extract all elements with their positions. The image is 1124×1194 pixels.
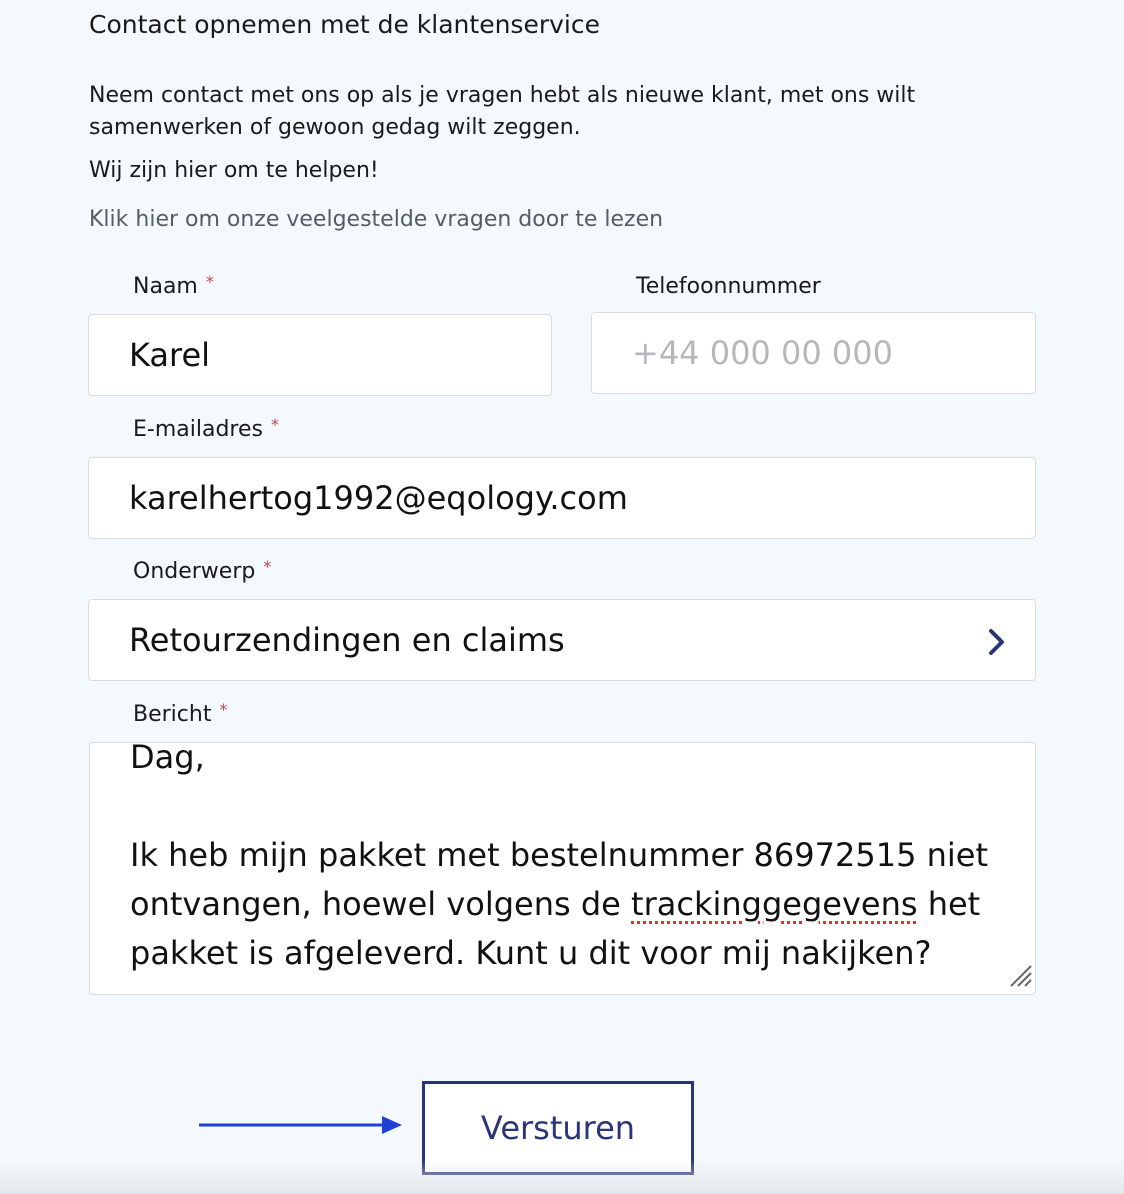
name-label-text: Naam (133, 274, 198, 299)
email-label (133, 417, 279, 442)
message-body-end: het pakket is afgeleverd. Kunt u dit voor mij nakijken? (130, 885, 991, 972)
required-mark: * (219, 700, 228, 719)
message-textarea[interactable] (89, 742, 1036, 995)
phone-label-text: Telefoonnummer (636, 274, 821, 299)
chevron-right-icon (987, 626, 1007, 664)
message-label (133, 702, 227, 727)
subject-select[interactable] (88, 599, 1036, 681)
misspelled-word: trackinggegevens (631, 885, 918, 923)
subject-label (133, 559, 271, 584)
annotation-arrow-icon (198, 1112, 404, 1142)
email-input[interactable] (88, 457, 1036, 539)
faq-link[interactable]: Klik hier om onze veelgestelde vragen door te lezen (89, 207, 664, 232)
submit-button[interactable]: Versturen (422, 1081, 694, 1175)
resize-handle-icon[interactable] (1007, 962, 1033, 992)
name-label (133, 274, 214, 299)
phone-input-placeholder: +44 000 00 000 (632, 334, 893, 372)
name-input-value: Karel (129, 336, 211, 374)
phone-input[interactable] (591, 312, 1036, 394)
subject-select-value: Retourzendingen en claims (129, 621, 565, 659)
page-title: Contact opnemen met de klantenservice (89, 10, 600, 39)
message-label-text: Bericht (133, 702, 212, 727)
name-input[interactable] (88, 314, 552, 396)
required-mark: * (205, 272, 214, 291)
required-mark: * (270, 415, 279, 434)
bottom-shadow (0, 1160, 1124, 1194)
required-mark: * (263, 557, 272, 576)
email-label-text: E-mailadres (133, 417, 263, 442)
message-line-greeting: Dag, (130, 742, 205, 776)
message-textarea-value (130, 742, 1010, 978)
phone-label (636, 274, 821, 299)
message-body-start: Ik heb mijn pakket met bestelnummer 86972515 niet ontvangen, hoewel volgens de (130, 836, 999, 923)
subject-label-text: Onderwerp (133, 559, 256, 584)
email-input-value: karelhertog1992@eqology.com (129, 479, 628, 517)
help-text: Wij zijn hier om te helpen! (89, 158, 379, 183)
intro-text: Neem contact met ons op als je vragen hebt als nieuwe klant, met ons wilt samenwerken of gewoon gedag wilt zeggen. (89, 83, 916, 140)
